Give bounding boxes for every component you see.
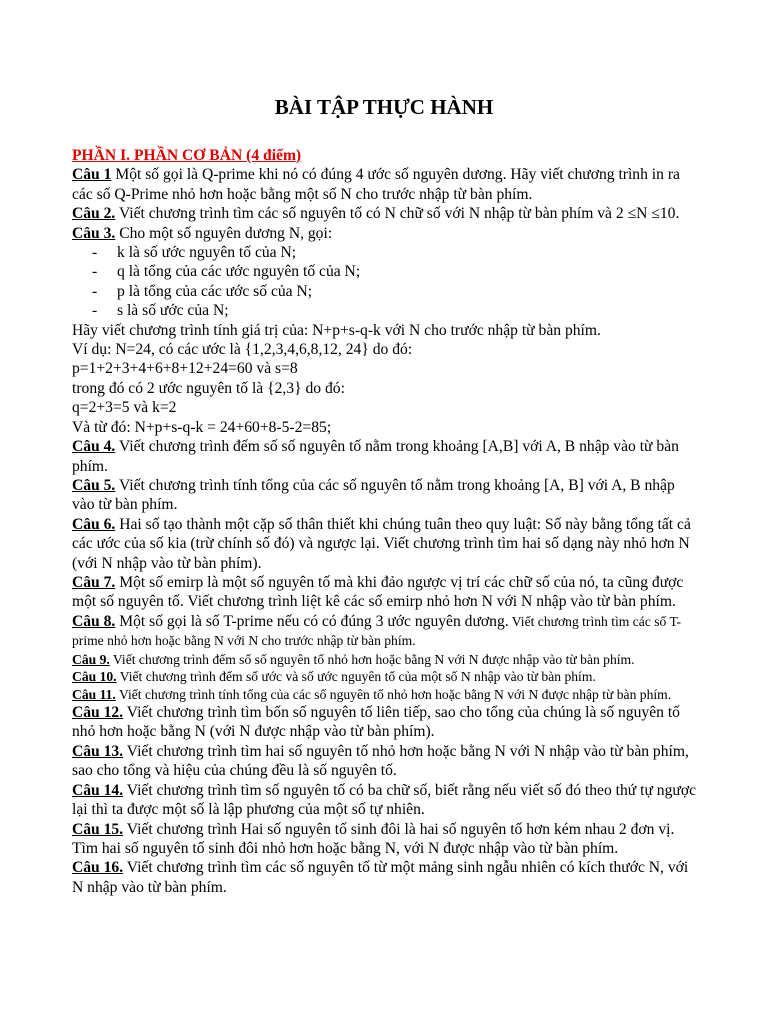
question-text: Viết chương trình tìm số nguyên tố có ba chữ số, biết rằng nếu viết số đó theo thứ tự ngược lại thì ta được một số là lập phương của một số tự nhiên. (72, 781, 697, 819)
question-label: Câu 8. (72, 612, 116, 630)
list-item: - s là số ước của N; (92, 302, 229, 320)
question-text: Viết chương trình Hai số nguyên tố sinh đôi là hai số nguyên tố hơn kém nhau 2 đơn vị. Tìm hai số nguyên tố sinh đôi nhỏ hơn hoặc bằng N, với N được nhập vào từ bàn phím. (72, 820, 675, 857)
question-15 (72, 820, 700, 859)
question-3-list (72, 243, 700, 321)
question-7 (72, 573, 700, 612)
list-item: - p là tổng của các ước số của N; (92, 282, 313, 300)
section-heading-text: PHẦN I. PHẦN CƠ BẢN (4 điểm) (72, 147, 302, 164)
question-1 (72, 165, 700, 204)
question-16 (72, 858, 700, 897)
question-label: Câu 6. (72, 515, 116, 533)
question-label: Câu 9. (72, 651, 110, 667)
dash-bullet: - (92, 302, 98, 320)
question-13 (72, 742, 700, 781)
page-title: BÀI TẬP THỰC HÀNH (274, 95, 494, 119)
dash-bullet: - (92, 282, 98, 300)
question-12 (72, 703, 700, 742)
question-text: Viết chương trình đếm số số nguyên tố nhỏ hơn hoặc bằng N với N được nhập vào từ bàn phím. (109, 651, 635, 667)
question-label: Câu 4. (72, 438, 116, 456)
question-text: Một số gọi là Q-prime khi nó có đúng 4 ước số nguyên dương. Hãy viết chương trình in ra các số Q-Prime nhỏ hơn hoặc bằng một số N cho trước nhập từ bàn phím. (72, 166, 680, 203)
dash-bullet: - (92, 263, 98, 281)
list-item: - q là tổng của các ước nguyên tố của N; (92, 263, 361, 281)
question-text: Viết chương trình tìm bốn số nguyên tố liên tiếp, sao cho tổng của chúng là số nguyên tố nhỏ hơn hoặc bằng N (với N được nhập vào từ bàn phím). (72, 704, 680, 741)
dash-bullet: - (92, 244, 98, 262)
question-3-line: Ví dụ: N=24, có các ước là {1,2,3,4,6,8,12, 24} do đó: (72, 341, 413, 359)
question-text: Viết chương trình tìm hai số nguyên tố nhỏ hơn hoặc bằng N với N nhập vào từ bàn phím, sao cho tổng và hiệu của chúng đều là số nguyên tố. (72, 742, 689, 780)
question-text: Một số gọi là số T-prime nếu có có đúng 3 ước nguyên dương. (115, 612, 509, 630)
question-text: Viết chương trình tính tổng của các số nguyên tố nằm trong khoảng [A, B] với A, B nhập vào từ bàn phím. (72, 476, 675, 514)
question-text: Viết chương trình tìm các số T-prime nhỏ hơn hoặc bằng N với N cho trước nhập từ bàn phím. (72, 613, 682, 649)
question-label: Câu 10. (72, 669, 117, 685)
question-text: Viết chương trình đếm số số nguyên tố nằm trong khoảng [A,B] với A, B nhập vào từ bàn phím. (72, 438, 679, 475)
question-6 (72, 515, 700, 573)
question-label: Câu 7. (72, 573, 116, 591)
question-label: Câu 15. (72, 820, 124, 838)
question-11 (72, 686, 700, 704)
question-text: Viết chương trình tìm các số nguyên tố có N chữ số với N nhập từ bàn phím và 2 ≤N ≤10. (115, 205, 680, 223)
question-9 (72, 651, 700, 669)
question-label: Câu 13. (72, 742, 124, 760)
question-label: Câu 2. (72, 205, 116, 223)
question-label: Câu 1 (72, 166, 112, 184)
question-8 (72, 612, 700, 651)
question-3 (72, 224, 700, 243)
question-3-line: p=1+2+3+4+6+8+12+24=60 và s=8 (72, 360, 298, 378)
question-text: Viết chương trình tìm các số nguyên tố từ một mảng sinh ngẫu nhiên có kích thước N, với N nhập vào từ bàn phím. (72, 859, 689, 896)
question-5 (72, 476, 700, 515)
question-label: Câu 14. (72, 781, 124, 799)
question-3-line: trong đó có 2 ước nguyên tố là {2,3} do đó: (72, 379, 345, 397)
question-label: Câu 5. (72, 476, 116, 494)
question-label: Câu 12. (72, 704, 124, 722)
question-text: Cho một số nguyên dương N, gọi: (115, 224, 333, 242)
question-text: Một số emirp là một số nguyên tố mà khi đảo ngược vị trí các chữ số của nó, ta cũng được một số nguyên tố. Viết chương trình liệt kê các số emirp nhỏ hơn N với N nhập vào từ bàn phím. (72, 573, 684, 611)
question-3-line: q=2+3=5 và k=2 (72, 399, 177, 417)
exercise-list (72, 146, 700, 897)
question-2 (72, 204, 700, 223)
question-3-line: Hãy viết chương trình tính giá trị của: N+p+s-q-k với N cho trước nhập từ bàn phím. (72, 321, 601, 339)
question-10 (72, 668, 700, 686)
question-text: Hai số tạo thành một cặp số thân thiết khi chúng tuân theo quy luật: Số này bằng tổng tất cả các ước của số kia (trừ chính số đó) và ngược lại. Viết chương trình tìm hai số dạng này nhỏ hơn N (với N nhập vào từ bàn phím). (72, 515, 691, 572)
question-text: Viết chương trình tính tổng của các số nguyên tố nhỏ hơn hoặc bằng N với N được nhập từ bàn phím. (115, 686, 672, 702)
question-4 (72, 437, 700, 476)
question-14 (72, 781, 700, 820)
question-label: Câu 16. (72, 859, 124, 877)
question-label: Câu 11. (72, 686, 116, 702)
question-text: Viết chương trình đếm số ước và số ước nguyên tố của một số N nhập vào từ bàn phím. (116, 669, 596, 685)
question-label: Câu 3. (72, 224, 116, 242)
list-item: - k là số ước nguyên tố của N; (92, 244, 297, 262)
section-heading (72, 146, 700, 165)
question-3-line: Và từ đó: N+p+s-q-k = 24+60+8-5-2=85; (72, 418, 332, 436)
